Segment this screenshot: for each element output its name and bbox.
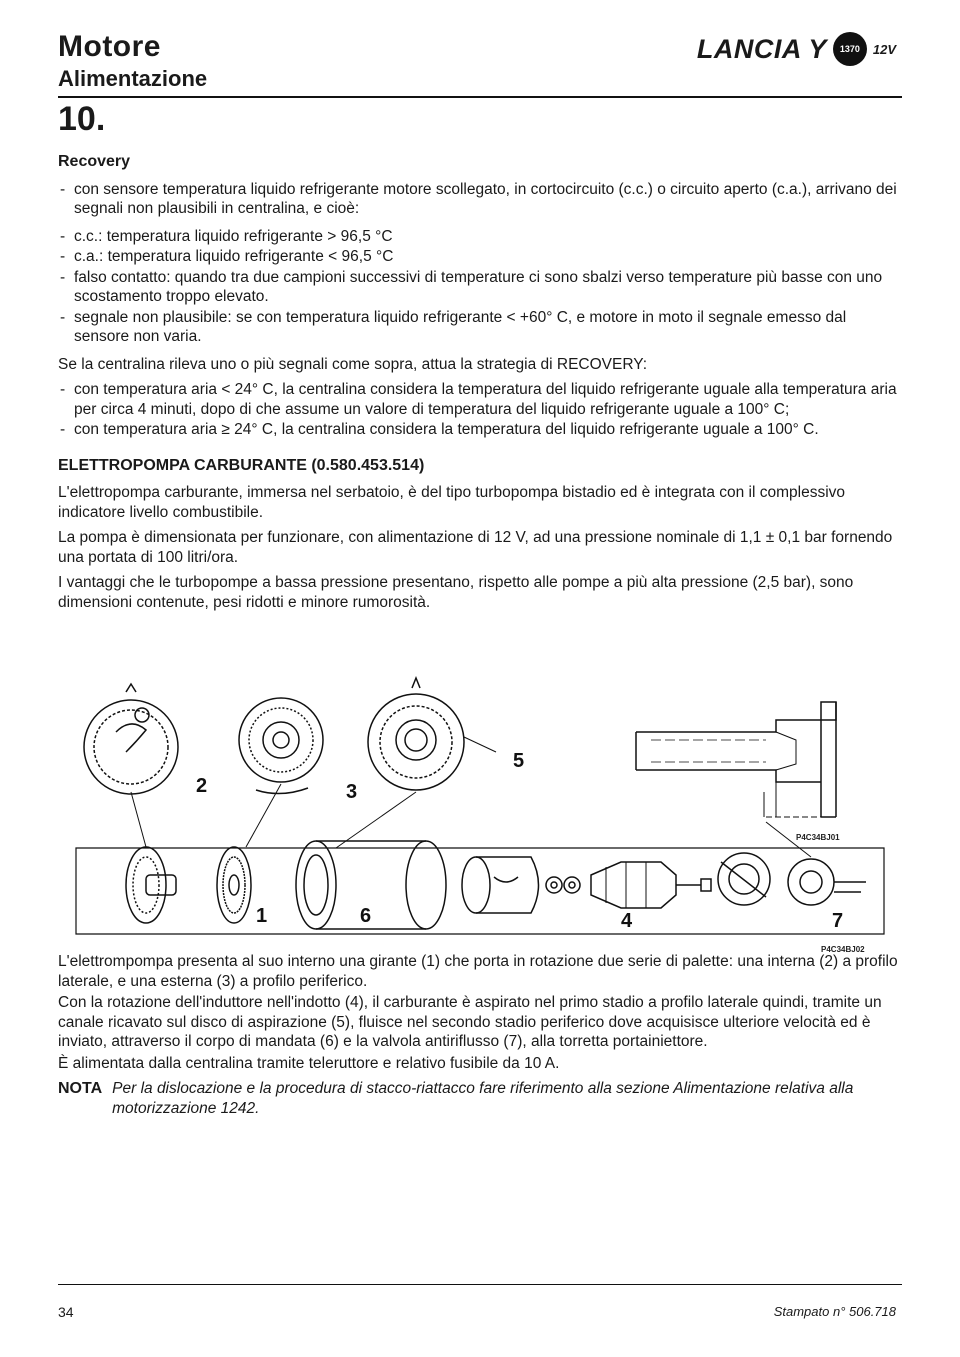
engine-badge: 1370 (833, 32, 867, 66)
list-item: - falso contatto: quando tra due campioni successivi di temperature ci sono sbalzi verso temperature più basse con uno scostamento troppo elevato. (58, 268, 900, 307)
main-content (58, 152, 900, 618)
callout-1: 1 (256, 905, 268, 927)
callout-5: 5 (513, 750, 525, 772)
pump-heading: ELETTROPOMPA CARBURANTE (0.580.453.514) (58, 456, 425, 474)
strategy-intro: Se la centralina rileva uno o più segnali come sopra, attua la strategia di RECOVERY: (58, 355, 648, 373)
callout-3: 3 (346, 781, 358, 803)
pump-body-part (368, 678, 464, 790)
recovery-intro-list (58, 180, 900, 219)
section-number: 10. (58, 100, 106, 138)
callout-4: 4 (621, 910, 633, 932)
list-item: - c.c.: temperatura liquido refrigerante > 96,5 °C (58, 227, 900, 247)
description-paragraph: È alimentata dalla centralina tramite teleruttore e relativo fusibile da 10 A. (58, 1054, 560, 1072)
page-number: 34 (58, 1304, 74, 1320)
description-paragraph: Con la rotazione dell'induttore nell'indotto (4), il carburante è aspirato nel primo stadio a profilo laterale quindi, tramite un canale ricavato sul disco di aspirazione (5), fluisce nel secondo stadio periferico dove acquisisce ulteriore velocità ed è inviato, attraverso il corpo di mandata (6) e la valvola antiriflusso (7), alla torretta portainiettore. (58, 994, 882, 1050)
callout-7: 7 (832, 910, 844, 932)
note-text: Per la dislocazione e la procedura di stacco-riattacco fare riferimento alla sezione Alimentazione relativa alla motorizzazione 1242. (112, 1080, 854, 1117)
aspiration-disk-part (84, 684, 178, 794)
list-item: - c.a.: temperatura liquido refrigerante < 96,5 °C (58, 247, 900, 267)
end-cap-part (126, 847, 176, 923)
header-rule (58, 96, 902, 98)
fuel-pump-diagram (76, 672, 884, 954)
recovery-conditions (58, 227, 900, 347)
impeller-disk-part (217, 847, 251, 923)
pump-paragraph: L'elettropompa carburante, immersa nel serbatoio, è del tipo turbopompa bistadio ed è integrata con il complessivo indicatore livello combustibile. (58, 484, 846, 521)
print-stamp: Stampato n° 506.718 (773, 1304, 896, 1319)
description-block (58, 952, 900, 1118)
brand-block (697, 32, 896, 66)
note-block (58, 1079, 900, 1118)
pump-paragraph: La pompa è dimensionata per funzionare, con alimentazione di 12 V, ad una pressione nominale di 1,1 ± 0,1 bar fornendo una portata di 100 litri/ora. (58, 529, 893, 566)
brand-name: LANCIA Y (696, 33, 827, 64)
armature-part (591, 862, 711, 908)
footer-rule (58, 1284, 902, 1285)
strategy-list (58, 380, 900, 440)
figure-code: P4C34BJ01 (796, 833, 840, 842)
bearings-part (546, 877, 580, 893)
list-item: - con temperatura aria < 24° C, la centralina considera la temperatura del liquido refrigerante uguale alla temperatura aria per circa 4 minuti, dopo di che assume un valore di temperatura del liquido refrigerante uguale a 100° C; (58, 380, 900, 419)
callout-2: 2 (196, 775, 208, 797)
callout-6: 6 (360, 905, 372, 927)
valve-cap-part (788, 859, 866, 905)
armature-sleeve-part (462, 857, 539, 913)
valves-label: 12V (872, 41, 896, 57)
note-label: NOTA (58, 1080, 103, 1097)
impeller-part (239, 698, 323, 794)
list-item: - segnale non plausibile: se con temperatura liquido refrigerante < +60° C, e motore in moto il segnale emesso dal sensore non varia. (58, 308, 900, 347)
figure-code: P4C34BJ02 (821, 945, 865, 954)
brush-holder-part (718, 853, 770, 905)
pump-paragraph: I vantaggi che le turbopompe a bassa pressione presentano, rispetto alle pompe a più alta pressione (2,5 bar), sono dimensioni contenute, pesi ridotti e minore rumorosità. (58, 574, 854, 611)
page-subtitle: Alimentazione (58, 66, 208, 91)
page-title: Motore (58, 30, 161, 63)
description-paragraph: L'elettrompompa presenta al suo interno una girante (1) che porta in rotazione due serie di palette: una interna (2) a profilo laterale, e una esterna (3) a profilo periferico. (58, 953, 898, 990)
recovery-heading: Recovery (58, 153, 131, 170)
list-item: - con sensore temperatura liquido refrigerante motore scollegato, in cortocircuito (c.c.) o circuito aperto (c.a.), arrivano dei segnali non plausibili in centralina, e cioè: (58, 180, 900, 219)
check-valve-section (636, 702, 836, 817)
list-item: - con temperatura aria ≥ 24° C, la centralina considera la temperatura del liquido refrigerante uguale a 100° C. (58, 420, 900, 440)
